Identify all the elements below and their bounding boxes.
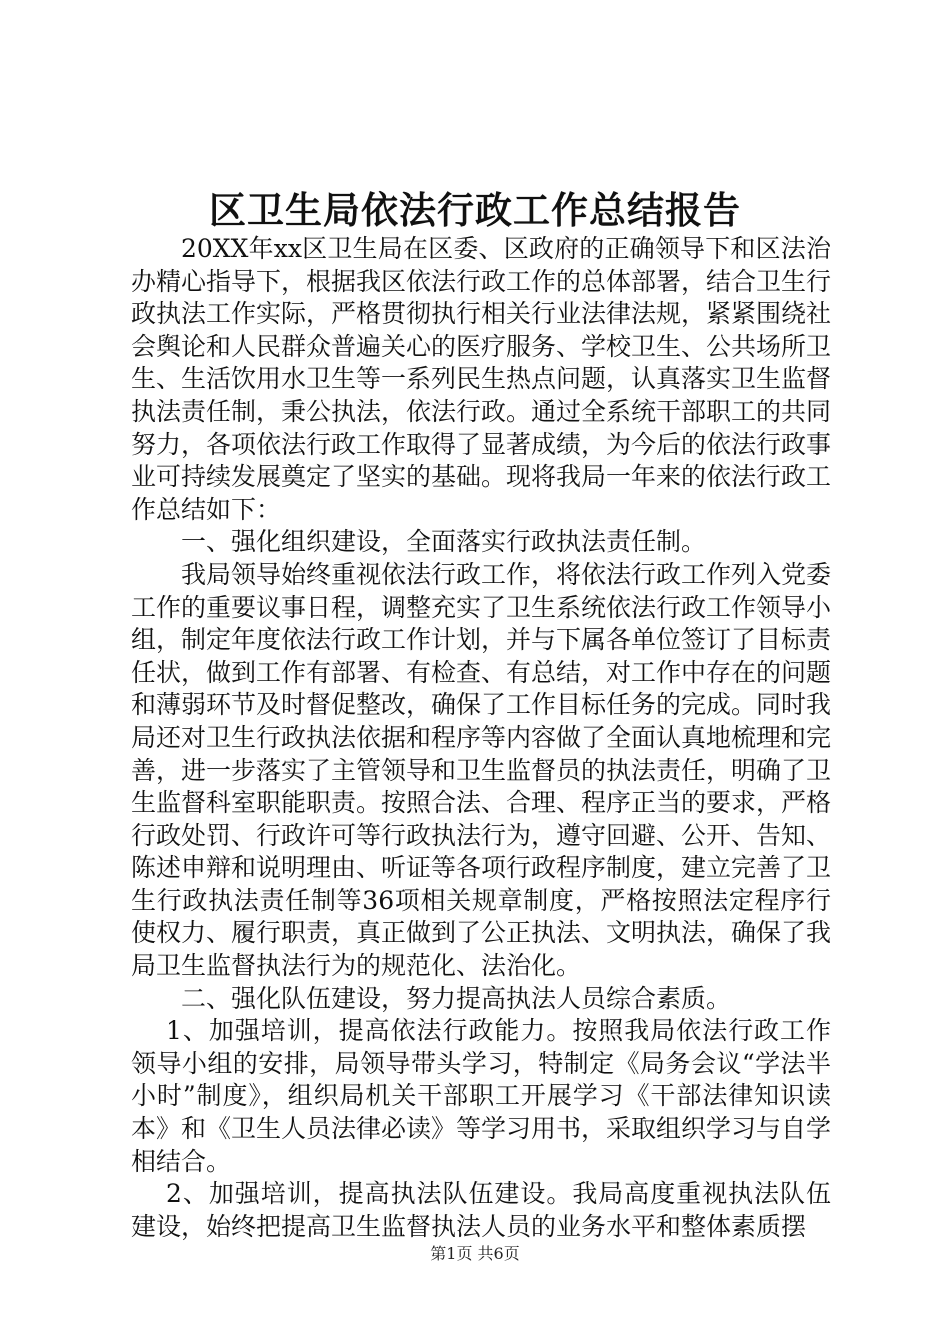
- page-number-footer: 第1页 共6页: [430, 1244, 520, 1263]
- paragraph-section-1: 我局领导始终重视依法行政工作，将依法行政工作列入党委工作的重要议事日程，调整充实了卫生系统依法行政工作领导小组，制定年度依法行政工作计划，并与下属各单位签订了目标责任状，做到工作有部署、有检查、有总结，对工作中存在的问题和薄弱环节及时督促整改，确保了工作目标任务的完成。同时我局还对卫生行政执法依据和程序等内容做了全面认真地梳理和完善，进一步落实了主管领导和卫生监督员的执法责任，明确了卫生监督科室职能职责。按照合法、合理、程序正当的要求，严格行政处罚、行政许可等行政执法行为，遵守回避、公开、告知、陈述申辩和说明理由、听证等各项行政程序制度，建立完善了卫生行政执法责任制等36项相关规章制度，严格按照法定程序行使权力、履行职责，真正做到了公正执法、文明执法，确保了我局卫生监督执法行为的规范化、法治化。: [131, 559, 832, 981]
- paragraph-item-2: 2、加强培训，提高执法队伍建设。我局高度重视执法队伍建设，始终把提高卫生监督执法人员的业务水平和整体素质摆: [131, 1179, 831, 1241]
- document-body: [131, 233, 831, 1243]
- section-heading-1: 一、强化组织建设，全面落实行政执法责任制。: [181, 527, 707, 557]
- document-title: 区卫生局依法行政工作总结报告: [209, 188, 741, 232]
- paragraph-intro: 20XX年xx区卫生局在区委、区政府的正确领导下和区法治办精心指导下，根据我区依法行政工作的总体部署，结合卫生行政执法工作实际，严格贯彻执行相关行业法律法规，紧紧围绕社会舆论和人民群众普遍关心的医疗服务、学校卫生、公共场所卫生、生活饮用水卫生等一系列民生热点问题，认真落实卫生监督执法责任制，秉公执法，依法行政。通过全系统干部职工的共同努力，各项依法行政工作取得了显著成绩，为今后的依法行政事业可持续发展奠定了坚实的基础。现将我局一年来的依法行政工作总结如下：: [131, 234, 832, 524]
- section-heading-2: 二、强化队伍建设，努力提高执法人员综合素质。: [181, 983, 732, 1013]
- paragraph-item-1: 1、加强培训，提高依法行政能力。按照我局依法行政工作领导小组的安排，局领导带头学习，特制定《局务会议“学法半小时”制度》，组织局机关干部职工开展学习《干部法律知识读本》和《卫生人员法律必读》等学习用书，采取组织学习与自学相结合。: [131, 1016, 832, 1176]
